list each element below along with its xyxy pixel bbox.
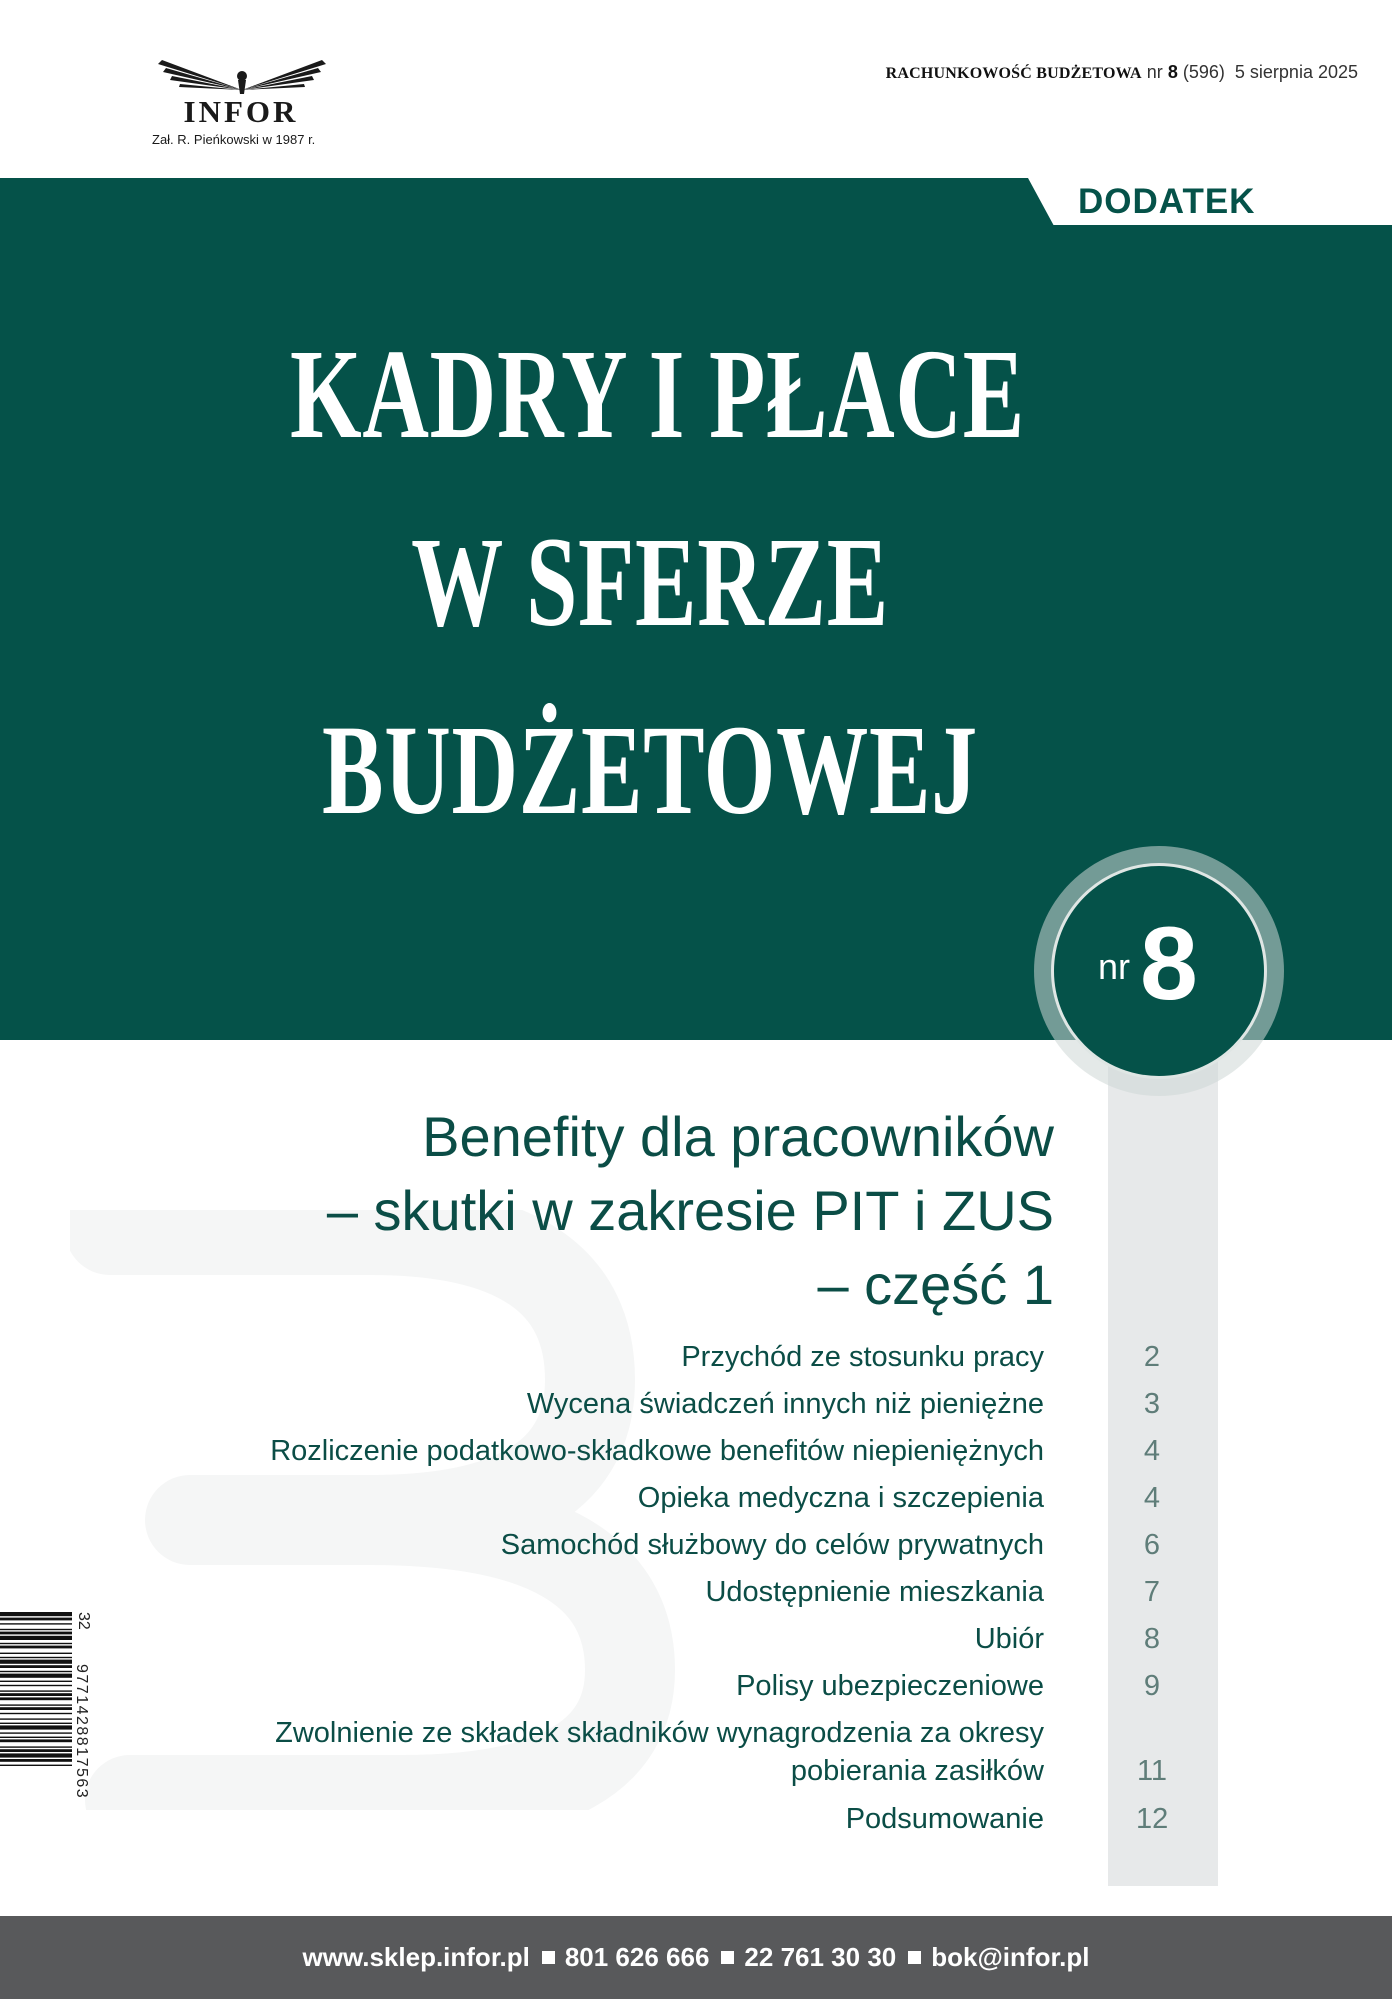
separator-square-icon [721, 1951, 734, 1964]
logo-wordmark: INFOR [183, 94, 299, 129]
barcode-bar [0, 1653, 72, 1654]
toc-item-page: 12 [1136, 1803, 1169, 1835]
barcode-number: 9771428817563 [73, 1664, 90, 1800]
barcode-bar [0, 1723, 72, 1724]
masthead-nr-number: 8 [1167, 62, 1178, 82]
toc-item-page: 4 [1143, 1435, 1161, 1467]
issue-badge-number: 8 [1140, 906, 1198, 1022]
barcode-bar [0, 1636, 72, 1640]
toc-item[interactable] [0, 1714, 1392, 1800]
barcode-bar [0, 1707, 72, 1710]
barcode-bar [0, 1765, 72, 1766]
toc-item[interactable] [0, 1667, 1392, 1714]
barcode-bar [0, 1713, 72, 1714]
masthead [886, 62, 1358, 83]
toc-item[interactable] [0, 1620, 1392, 1667]
toc-item-title: Samochód służbowy do celów prywatnych [500, 1529, 1044, 1561]
subtitle-line: – skutki w zakresie PIT i ZUS [326, 1179, 1054, 1242]
barcode-bar [0, 1759, 72, 1762]
toc-item-title-line: Zwolnienie ze składek składników wynagrodzenia za okresy [275, 1717, 1044, 1749]
toc-item[interactable] [0, 1479, 1392, 1526]
footer-phone-1[interactable]: 801 626 666 [564, 1942, 710, 1972]
footer-contact-bar [0, 1916, 1392, 1999]
barcode-bar [0, 1623, 72, 1624]
toc-item-page: 3 [1143, 1388, 1161, 1420]
cover-subtitle [327, 1100, 1054, 1322]
barcode-bar [0, 1749, 72, 1752]
barcode-bar [0, 1665, 72, 1668]
barcode-bar [0, 1646, 72, 1649]
masthead-nr-total: (596) [1182, 62, 1225, 82]
infor-wings-icon [152, 56, 332, 96]
barcode-bar [0, 1660, 72, 1664]
toc-item-title [275, 1714, 1044, 1790]
toc-item-page: 8 [1143, 1623, 1161, 1655]
logo-subtitle: Zał. R. Pieńkowski w 1987 r. [152, 132, 316, 147]
barcode-bar [0, 1632, 72, 1635]
barcode-bar [0, 1737, 72, 1738]
toc-item[interactable] [0, 1385, 1392, 1432]
toc-item-page: 6 [1143, 1529, 1161, 1561]
barcode-bar [0, 1612, 72, 1616]
barcode [0, 1612, 72, 1858]
separator-square-icon [542, 1951, 555, 1964]
toc-item-title: Podsumowanie [845, 1803, 1044, 1835]
barcode-bar [0, 1681, 72, 1682]
toc-item-title: Polisy ubezpieczeniowe [736, 1670, 1044, 1702]
toc-item-title: Opieka medyczna i szczepienia [637, 1482, 1044, 1514]
toc-item-page: 9 [1143, 1670, 1161, 1702]
cover-title [290, 300, 1025, 864]
toc-item-page: 2 [1143, 1341, 1161, 1373]
toc-item-title-line: pobierania zasiłków [790, 1755, 1044, 1787]
infor-logo [150, 56, 340, 146]
toc-item[interactable] [0, 1800, 1392, 1847]
barcode-bar [0, 1671, 72, 1672]
toc-item-page: 11 [1136, 1755, 1168, 1787]
masthead-nr-label: nr [1146, 62, 1163, 82]
toc-item-title: Ubiór [974, 1623, 1044, 1655]
barcode-addon: 32 [75, 1612, 92, 1630]
barcode-bar [0, 1704, 72, 1705]
footer-website-link[interactable]: www.sklep.infor.pl [302, 1942, 530, 1972]
barcode-bar [0, 1746, 72, 1747]
toc-item[interactable] [0, 1526, 1392, 1573]
cover-title-line: W SFERZE [411, 511, 889, 653]
cover-title-line: KADRY I PŁACE [290, 323, 1025, 465]
barcode-bar [0, 1732, 72, 1733]
barcode-bar [0, 1739, 72, 1742]
toc-item-page: 7 [1143, 1576, 1161, 1608]
issue-badge-label: nr [1098, 946, 1131, 987]
masthead-title: RACHUNKOWOŚĆ BUDŻETOWA [885, 65, 1142, 82]
barcode-bar [0, 1643, 72, 1644]
toc-item-title: Przychód ze stosunku pracy [681, 1341, 1044, 1373]
separator-square-icon [908, 1951, 921, 1964]
footer-phone-2[interactable]: 22 761 30 30 [744, 1942, 897, 1972]
toc-item[interactable] [0, 1432, 1392, 1479]
toc-item[interactable] [0, 1338, 1392, 1385]
toc-item-page: 4 [1143, 1482, 1161, 1514]
toc-item[interactable] [0, 1573, 1392, 1620]
barcode-bar [0, 1674, 72, 1678]
footer-email-link[interactable]: bok@infor.pl [931, 1942, 1090, 1972]
barcode-bar [0, 1753, 72, 1757]
barcode-bar [0, 1685, 72, 1686]
supplement-label: DODATEK [1078, 182, 1256, 221]
masthead-date: 5 sierpnia 2025 [1234, 62, 1358, 82]
barcode-bar [0, 1693, 72, 1696]
barcode-digits [72, 1612, 92, 1858]
toc-item-title: Rozliczenie podatkowo-składkowe benefitów niepieniężnych [270, 1435, 1044, 1467]
barcode-bar [0, 1618, 72, 1621]
barcode-bar [0, 1629, 72, 1630]
subtitle-line: – część 1 [817, 1253, 1054, 1316]
barcode-bar [0, 1725, 72, 1729]
barcode-bar [0, 1690, 72, 1691]
subtitle-line: Benefity dla pracowników [422, 1105, 1054, 1168]
barcode-bar [0, 1718, 72, 1719]
barcode-bar [0, 1697, 72, 1700]
table-of-contents [0, 1338, 1392, 1847]
cover-title-line: BUDŻETOWEJ [322, 699, 978, 841]
barcode-bar [0, 1657, 72, 1658]
toc-item-title: Udostępnienie mieszkania [705, 1576, 1044, 1608]
toc-item-title: Wycena świadczeń innych niż pieniężne [526, 1388, 1044, 1420]
